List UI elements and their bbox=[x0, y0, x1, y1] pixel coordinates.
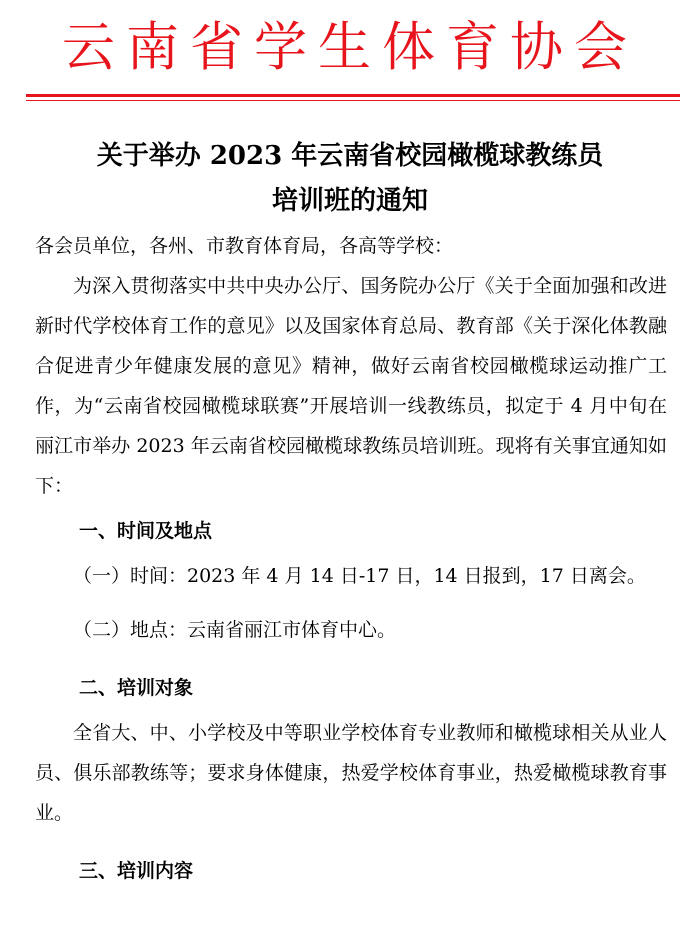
document-title-line-1: 关于举办 2023 年云南省校园橄榄球教练员 bbox=[96, 141, 604, 171]
document-title-line-2: 培训班的通知 bbox=[271, 186, 428, 216]
paragraph-time: （一）时间：2023 年 4 月 14 日-17 日，14 日报到，17 日离会。 bbox=[73, 565, 646, 587]
letterhead bbox=[0, 8, 700, 88]
section-heading-content: 三、培训内容 bbox=[79, 860, 194, 882]
salutation: 各会员单位，各州、市教育体育局，各高等学校： bbox=[35, 235, 454, 257]
document-title bbox=[20, 134, 680, 224]
section-heading-audience: 二、培训对象 bbox=[79, 677, 194, 699]
organization-name: 云南省学生体育协会 bbox=[62, 17, 638, 78]
letterhead-rule-thick bbox=[26, 94, 680, 97]
paragraph-audience: 全省大、中、小学校及中等职业学校体育专业教师和橄榄球相关从业人员、俱乐部教练等；要求身体健康，热爱学校体育事业，热爱橄榄球教育事业。 bbox=[35, 722, 667, 824]
intro-paragraph: 为深入贯彻落实中共中央办公厅、国务院办公厅《关于全面加强和改进新时代学校体育工作的意见》以及国家体育总局、教育部《关于深化体教融合促进青少年健康发展的意见》精神，做好云南省校园橄榄球运动推广工作，为“云南省校园橄榄球联赛”开展培训一线教练员，拟定于 4 月中旬在丽江市举办 2023 年云南省校园橄榄球教练员培训班。现将有关事宜通知如下： bbox=[35, 275, 667, 497]
letterhead-rule-thin bbox=[26, 100, 680, 101]
document-body bbox=[35, 226, 667, 891]
paragraph-place: （二）地点：云南省丽江市体育中心。 bbox=[73, 619, 397, 641]
section-heading-time-place: 一、时间及地点 bbox=[79, 520, 213, 542]
